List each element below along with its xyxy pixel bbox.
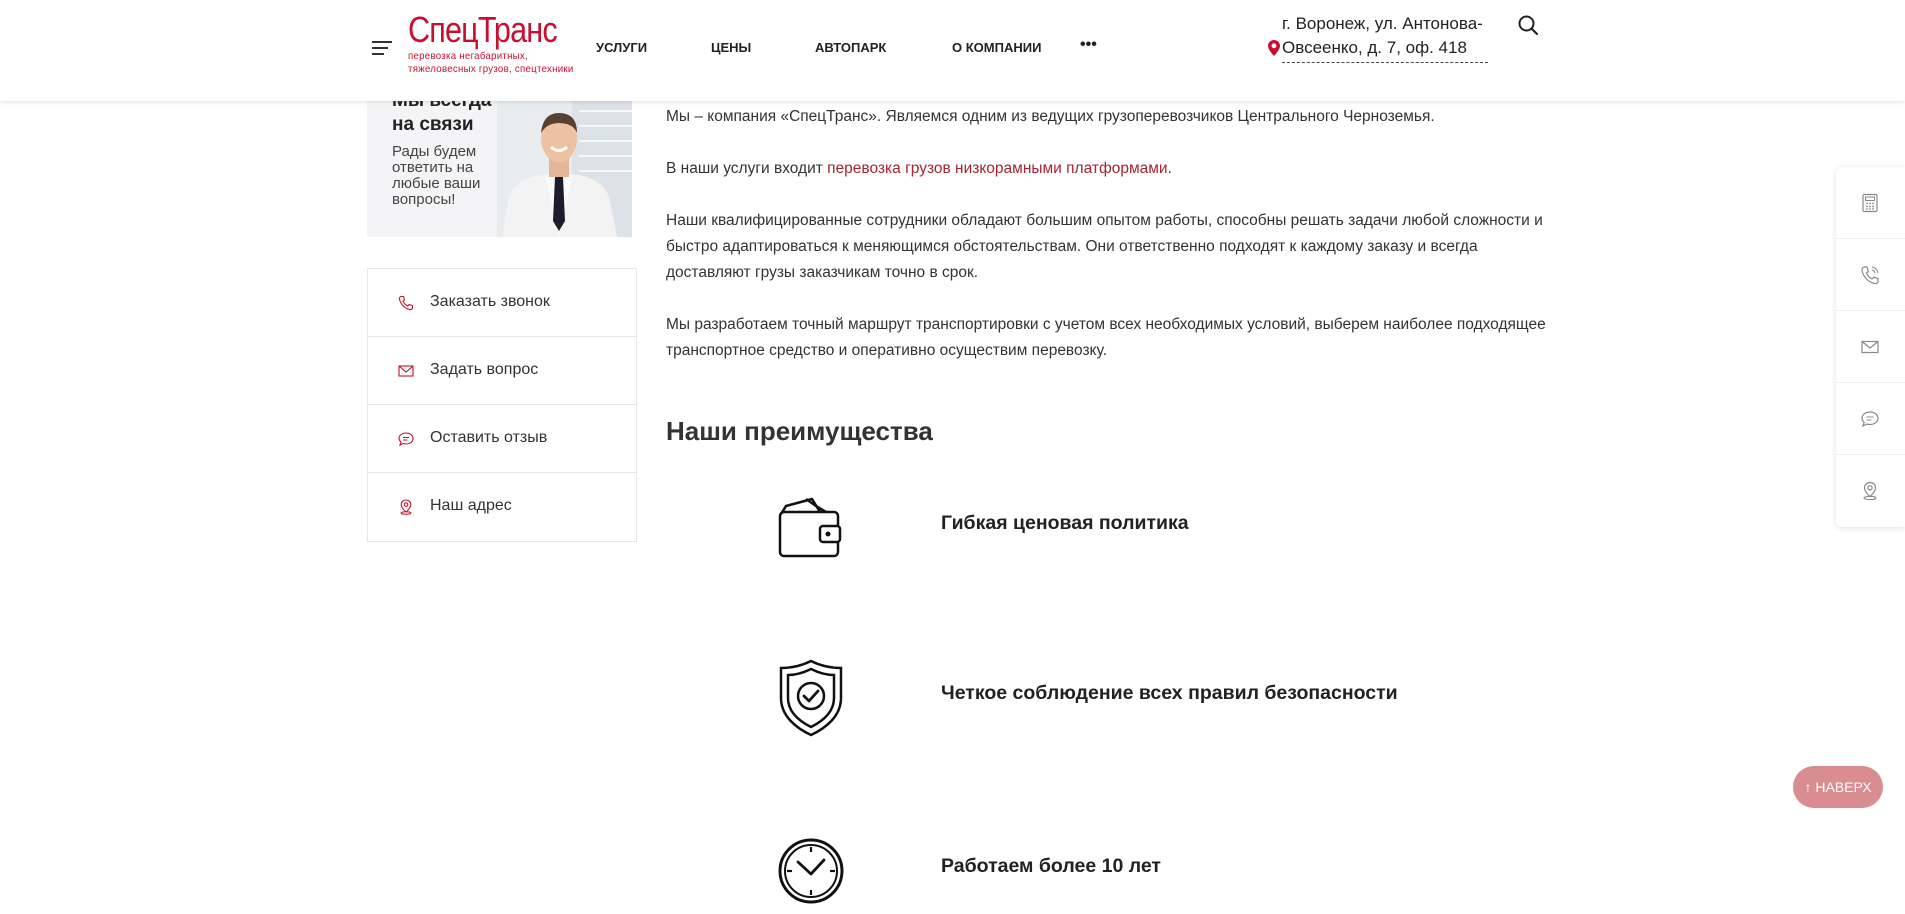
promo-title: на связи	[392, 114, 474, 135]
manager-photo	[497, 101, 632, 237]
sidebar-item-callback[interactable]	[368, 269, 636, 337]
sidebar-item-review[interactable]	[368, 405, 636, 473]
advantage-safety: Четкое соблюдение всех правил безопасности	[941, 682, 1398, 704]
sidebar-item-label: Оставить отзыв	[430, 429, 548, 446]
chat-icon	[398, 431, 414, 447]
location-pin-icon	[1268, 40, 1280, 56]
intro-paragraph: Мы – компания «СпецТранс». Являемся одним из ведущих грузоперевозчиков Центрального Черноземья.	[666, 108, 1435, 125]
services-text-end: .	[1167, 160, 1172, 177]
chat-icon	[1860, 409, 1880, 429]
services-text: В наши услуги входит	[666, 160, 828, 177]
nav-more-icon[interactable]: •••	[1080, 36, 1097, 53]
advantage-pricing: Гибкая ценовая политика	[941, 512, 1189, 534]
advantages-title: Наши преимущества	[666, 416, 933, 446]
phone-icon	[1860, 265, 1880, 285]
email-button[interactable]	[1836, 311, 1905, 383]
logo-tagline-1: перевозка негабаритных,	[408, 50, 528, 62]
nav-fleet[interactable]: АВТОПАРК	[815, 40, 887, 55]
phone-icon	[398, 295, 414, 311]
logo-name: СпецТранс	[408, 9, 557, 50]
clock-icon	[776, 834, 846, 914]
calculator-button[interactable]	[1836, 167, 1905, 239]
calculator-icon	[1860, 193, 1880, 213]
advantage-experience: Работаем более 10 лет	[941, 855, 1161, 877]
mail-icon	[398, 363, 414, 379]
services-paragraph	[666, 156, 1546, 182]
low-platform-transport-link[interactable]: перевозка грузов низкорамными платформами	[827, 160, 1168, 177]
route-paragraph: Мы разработаем точный маршрут транспортировки с учетом всех необходимых условий, выберем наиболее подходящее транспортное средство и оперативно осуществим перевозку.	[666, 316, 1546, 359]
address-text: г. Воронеж, ул. Антонова-Овсеенко, д. 7, оф. 418	[1282, 12, 1488, 63]
logo-tagline-2: тяжеловесных грузов, спецтехники	[408, 63, 574, 75]
sidebar-item-label: Задать вопрос	[430, 361, 539, 378]
sidebar-item-label: Заказать звонок	[430, 293, 550, 310]
back-to-top-button[interactable]: ↑ НАВЕРХ	[1793, 766, 1883, 808]
call-button[interactable]	[1836, 239, 1905, 311]
sidebar-item-address[interactable]	[368, 473, 636, 541]
site-header	[0, 0, 1905, 101]
floating-contact-panel	[1836, 167, 1905, 527]
location-icon	[398, 499, 414, 515]
sidebar-contact-menu	[367, 268, 637, 542]
shield-check-icon	[776, 658, 846, 738]
nav-services[interactable]: УСЛУГИ	[596, 40, 648, 55]
menu-icon[interactable]	[372, 41, 394, 57]
logo[interactable]	[408, 9, 574, 76]
nav-prices[interactable]: ЦЕНЫ	[711, 40, 752, 55]
contact-promo-banner	[367, 101, 632, 237]
nav-about[interactable]: О КОМПАНИИ	[952, 40, 1042, 55]
review-button[interactable]	[1836, 383, 1905, 455]
staff-paragraph: Наши квалифицированные сотрудники обладают большим опытом работы, способны решать задачи любой сложности и быстро адаптироваться к меняющимся обстоятельствам. Они ответственно подходят к каждому заказу и всегда доставляют грузы заказчикам точно в срок.	[666, 212, 1543, 281]
sidebar-item-question[interactable]	[368, 337, 636, 405]
location-icon	[1860, 481, 1880, 501]
location-button[interactable]	[1836, 455, 1905, 527]
search-icon[interactable]	[1517, 14, 1539, 36]
sidebar-item-label: Наш адрес	[430, 497, 512, 514]
promo-text: Рады будем ответить на любые ваши вопросы!	[392, 143, 481, 208]
mail-icon	[1860, 337, 1880, 357]
wallet-icon	[776, 494, 846, 574]
